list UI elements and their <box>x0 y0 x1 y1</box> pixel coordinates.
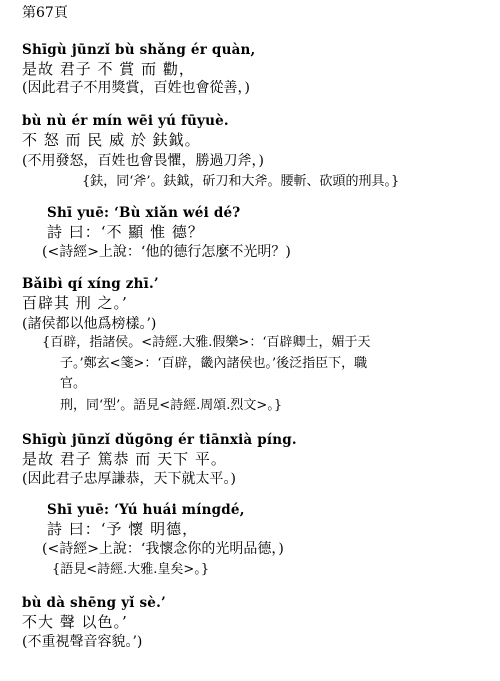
pinyin-line: bù dà shēng yǐ sè.’ <box>22 595 166 611</box>
chinese-line: 詩 曰：‘予 懷 明德， <box>47 520 199 538</box>
annotation-line: {百辟，指諸侯。<詩經.大雅.假樂>：‘百辟卿士，媚于天 <box>42 335 371 350</box>
translation-line: (不重視聲音容貌。’) <box>22 634 143 650</box>
translation-line: (<詩經>上說：‘他的德行怎麼不光明？) <box>42 244 291 260</box>
chinese-line: 是故 君子 篤恭 而 天下 平。 <box>22 450 227 468</box>
pinyin-line: Shīgù jūnzǐ dǔgōng ér tiānxià píng. <box>22 432 297 448</box>
chinese-line: 詩 曰：‘不 顯 惟 德？ <box>47 223 204 241</box>
pinyin-line: Shī yuē: ‘Bù xiǎn wéi dé? <box>47 205 241 221</box>
page-header: 第67頁 <box>22 5 68 21</box>
chinese-line: 不大 聲 以色。’ <box>22 613 128 631</box>
annotation-line: 官。 <box>60 376 87 391</box>
pinyin-line: Shī yuē: ‘Yú huái míngdé, <box>47 502 245 518</box>
pinyin-line: Bǎibì qí xíng zhī.’ <box>22 276 159 292</box>
translation-line: (不用發怒，百姓也會畏懼，勝過刀斧，) <box>22 153 264 169</box>
pinyin-line: Shīgù jūnzǐ bù shǎng ér quàn, <box>22 42 256 58</box>
translation-line: (<詩經>上說：‘我懷念你的光明品德，) <box>42 541 284 557</box>
translation-line: (因此君子不用獎賞，百姓也會從善，) <box>22 80 250 96</box>
translation-line: (因此君子忠厚謙恭，天下就太平。) <box>22 471 236 487</box>
chinese-line: 不 怒 而 民 威 於 鈇鉞。 <box>22 131 201 149</box>
annotation-line: {語見<詩經.大雅.皇矣>。} <box>52 562 210 577</box>
annotation-line: {鈇，同‘斧’。鈇鉞，斫刀和大斧。腰斬、砍頭的刑具。} <box>82 174 400 189</box>
pinyin-line: bù nù ér mín wēi yú fūyuè. <box>22 113 229 129</box>
annotation-line: 刑，同‘型’。語見<詩經.周頌.烈文>。} <box>60 398 283 413</box>
translation-line: (諸侯都以他爲榜樣。’) <box>22 316 157 332</box>
annotation-line: 子。’鄭玄<箋>：‘百辟，畿內諸侯也。’後泛指臣下，職 <box>60 356 368 371</box>
chinese-line: 是故 君子 不 賞 而 勸， <box>22 60 195 78</box>
chinese-line: 百辟其 刑 之。’ <box>22 294 128 312</box>
